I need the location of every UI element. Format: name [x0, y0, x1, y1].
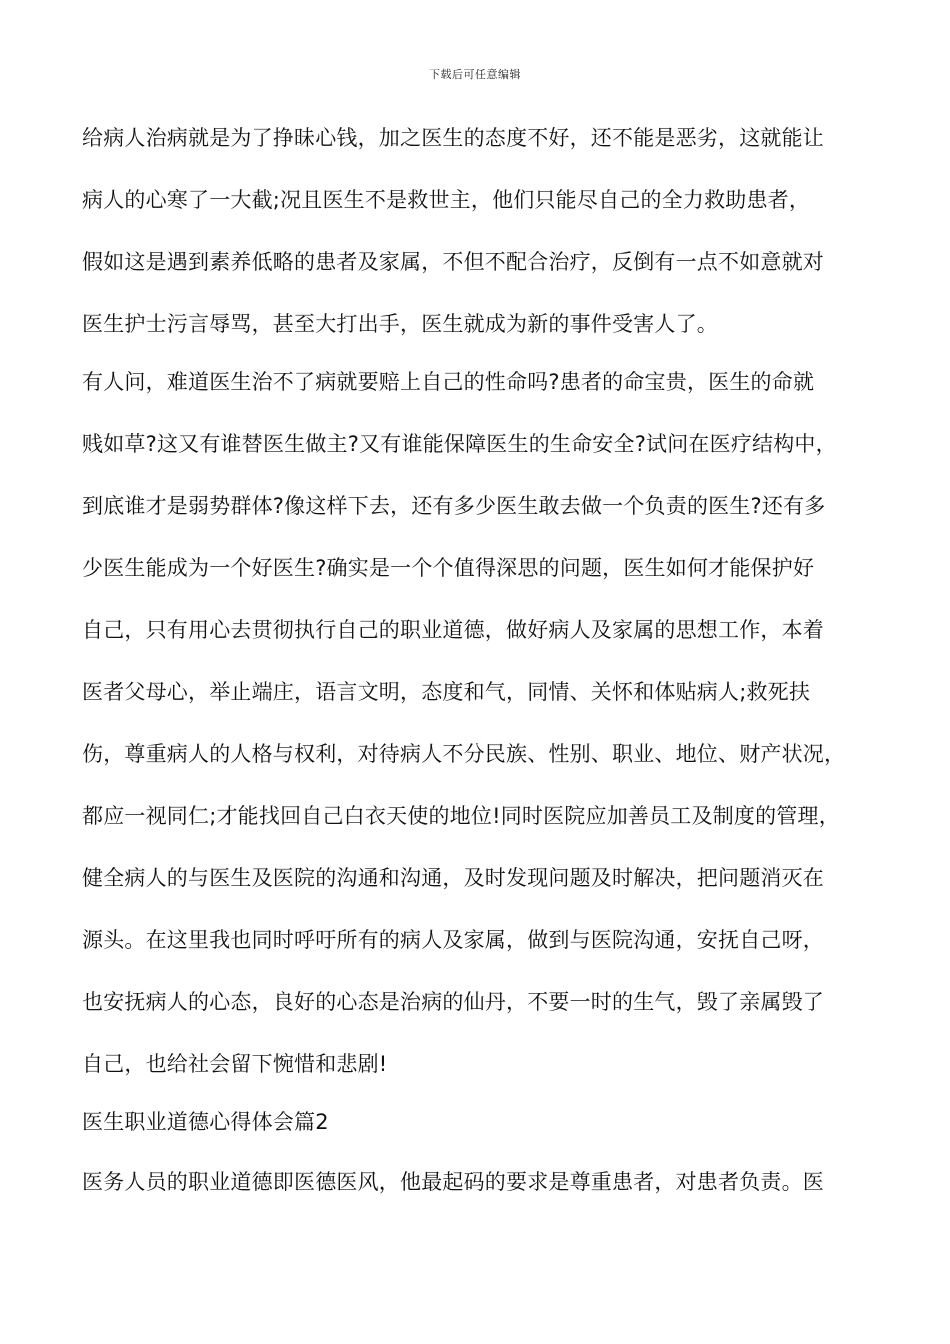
text-line: 有人问，难道医生治不了病就要赔上自己的性命吗?患者的命宝贵，医生的命就 [82, 370, 815, 394]
text-line: 到底谁才是弱势群体?像这样下去，还有多少医生敢去做一个负责的医生?还有多 [82, 494, 826, 518]
text-line: 少医生能成为一个好医生?确实是一个个值得深思的问题，医生如何才能保护好 [82, 556, 815, 580]
text-line: 医者父母心，举止端庄，语言文明，态度和气，同情、关怀和体贴病人;救死扶 [82, 680, 811, 704]
text-line: 也安抚病人的心态，良好的心态是治病的仙丹，不要一时的生气，毁了亲属毁了 [82, 990, 824, 1014]
document-body [82, 116, 882, 1222]
section-heading: 医生职业道德心得体会篇2 [82, 1110, 329, 1134]
text-line: 自己，只有用心去贯彻执行自己的职业道德，做好病人及家属的思想工作，本着 [82, 618, 824, 642]
text-line: 医务人员的职业道德即医德医风，他最起码的要求是尊重患者，对患者负责。医 [82, 1170, 824, 1194]
text-line: 源头。在这里我也同时呼吁所有的病人及家属，做到与医院沟通，安抚自己呀， [82, 928, 824, 952]
text-line: 假如这是遇到素养低略的患者及家属，不但不配合治疗，反倒有一点不如意就对 [82, 250, 824, 274]
text-line: 伤，尊重病人的人格与权利，对待病人不分民族、性别、职业、地位、财产状况， [82, 742, 846, 766]
text-line: 医生护士污言辱骂，甚至大打出手，医生就成为新的事件受害人了。 [82, 312, 718, 336]
page-header: 下载后可任意编辑 [429, 68, 521, 81]
text-line: 都应一视同仁;才能找回自己白衣天使的地位!同时医院应加善员工及制度的管理， [82, 804, 840, 828]
text-line: 健全病人的与医生及医院的沟通和沟通，及时发现问题及时解决，把问题消灭在 [82, 866, 824, 890]
text-line: 病人的心寒了一大截;况且医生不是救世主，他们只能尽自己的全力救助患者， [82, 188, 811, 212]
text-line: 给病人治病就是为了挣昧心钱，加之医生的态度不好，还不能是恶劣，这就能让 [82, 126, 824, 150]
text-line: 贱如草?这又有谁替医生做主?又有谁能保障医生的生命安全?试问在医疗结构中， [82, 432, 837, 456]
text-line: 自己，也给社会留下惋惜和悲剧! [82, 1052, 388, 1076]
